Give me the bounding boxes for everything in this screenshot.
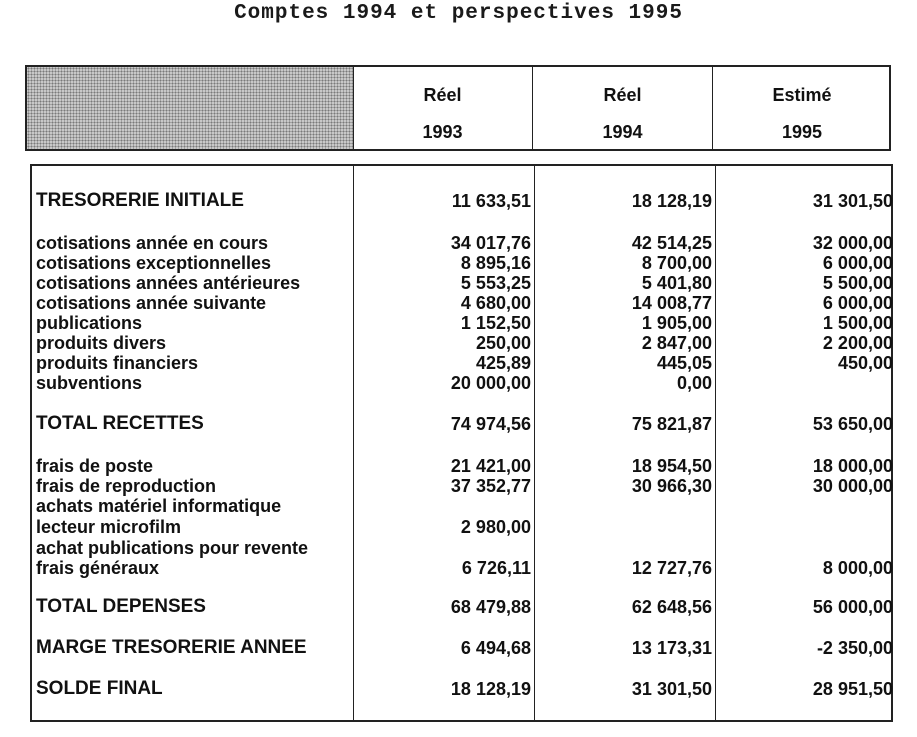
value-1994: 62 648,56 bbox=[631, 597, 712, 617]
column-header-label: Réel bbox=[423, 85, 462, 105]
row-label: produits financiers bbox=[36, 353, 199, 373]
value-1995: 53 650,00 bbox=[812, 414, 893, 434]
value-1995: 28 951,50 bbox=[812, 679, 893, 699]
value-1993: 4 680,00 bbox=[460, 293, 531, 313]
column-header-year: 1993 bbox=[422, 122, 463, 142]
value-1993: 425,89 bbox=[475, 353, 531, 373]
table-row-solde-final bbox=[32, 679, 895, 699]
value-1993: 5 553,25 bbox=[460, 273, 531, 293]
value-1993: 21 421,00 bbox=[450, 456, 531, 476]
value-1994: 75 821,87 bbox=[631, 414, 712, 434]
value-1994: 2 847,00 bbox=[641, 333, 712, 353]
row-label: produits divers bbox=[36, 333, 167, 353]
table-row bbox=[32, 517, 895, 537]
page-title: Comptes 1994 et perspectives 1995 bbox=[234, 2, 683, 25]
row-label: frais de poste bbox=[36, 456, 154, 476]
value-1994: 30 966,30 bbox=[631, 476, 712, 496]
value-1995: -2 350,00 bbox=[816, 638, 893, 658]
accounts-table bbox=[30, 164, 893, 722]
value-1993: 1 152,50 bbox=[460, 313, 531, 333]
value-1994: 12 727,76 bbox=[631, 558, 712, 578]
table-row bbox=[32, 313, 895, 333]
column-header-1994 bbox=[533, 67, 713, 149]
table-row-tresorerie-initiale bbox=[32, 191, 895, 211]
row-label: cotisations exceptionnelles bbox=[36, 253, 272, 273]
row-label: subventions bbox=[36, 373, 143, 393]
table-row bbox=[32, 456, 895, 476]
column-header-1993 bbox=[353, 67, 533, 149]
row-label: achats matériel informatique bbox=[36, 496, 282, 516]
row-label: SOLDE FINAL bbox=[36, 678, 163, 699]
value-1994: 31 301,50 bbox=[631, 679, 712, 699]
table-row bbox=[32, 496, 895, 516]
column-header-year: 1994 bbox=[602, 122, 643, 142]
table-row-total-recettes bbox=[32, 414, 895, 434]
value-1994: 18 954,50 bbox=[631, 456, 712, 476]
value-1994: 42 514,25 bbox=[631, 233, 712, 253]
value-1993: 37 352,77 bbox=[450, 476, 531, 496]
table-row bbox=[32, 538, 895, 558]
value-1993: 34 017,76 bbox=[450, 233, 531, 253]
table-row bbox=[32, 253, 895, 273]
value-1993: 8 895,16 bbox=[460, 253, 531, 273]
row-label: TRESORERIE INITIALE bbox=[36, 190, 244, 211]
value-1994: 1 905,00 bbox=[641, 313, 712, 333]
table-row bbox=[32, 558, 895, 578]
value-1993: 6 726,11 bbox=[461, 558, 531, 578]
value-1994: 0,00 bbox=[676, 373, 712, 393]
value-1994: 13 173,31 bbox=[631, 638, 712, 658]
row-label: TOTAL DEPENSES bbox=[36, 596, 206, 617]
column-header-label: Estimé bbox=[772, 85, 832, 105]
value-1994: 14 008,77 bbox=[631, 293, 712, 313]
column-header-1995 bbox=[713, 67, 891, 149]
value-1994: 8 700,00 bbox=[641, 253, 712, 273]
table-header bbox=[25, 65, 891, 151]
row-label: achat publications pour revente bbox=[36, 538, 309, 558]
header-shaded-cell bbox=[27, 67, 354, 149]
value-1995: 6 000,00 bbox=[822, 293, 893, 313]
row-label: publications bbox=[36, 313, 143, 333]
table-row bbox=[32, 273, 895, 293]
value-1993: 68 479,88 bbox=[450, 597, 531, 617]
row-label: cotisations année suivante bbox=[36, 293, 267, 313]
row-label: lecteur microfilm bbox=[36, 517, 182, 537]
value-1993: 18 128,19 bbox=[450, 679, 531, 699]
value-1995: 450,00 bbox=[837, 353, 893, 373]
value-1994: 5 401,80 bbox=[641, 273, 712, 293]
table-row bbox=[32, 333, 895, 353]
column-header-year: 1995 bbox=[781, 122, 823, 142]
value-1993: 2 980,00 bbox=[460, 517, 531, 537]
value-1994: 18 128,19 bbox=[631, 191, 712, 211]
row-label: frais généraux bbox=[36, 558, 160, 578]
value-1995: 18 000,00 bbox=[812, 456, 893, 476]
value-1995: 30 000,00 bbox=[812, 476, 893, 496]
table-row-marge-tresorerie bbox=[32, 638, 895, 658]
value-1993: 250,00 bbox=[475, 333, 531, 353]
value-1993: 11 633,51 bbox=[451, 191, 531, 211]
row-label: cotisations année en cours bbox=[36, 233, 269, 253]
row-label: MARGE TRESORERIE ANNEE bbox=[36, 637, 307, 658]
table-row bbox=[32, 373, 895, 393]
row-label: cotisations années antérieures bbox=[36, 273, 301, 293]
value-1995: 5 500,00 bbox=[822, 273, 893, 293]
column-header-label: Réel bbox=[603, 85, 642, 105]
value-1995: 6 000,00 bbox=[822, 253, 893, 273]
table-row bbox=[32, 476, 895, 496]
value-1993: 20 000,00 bbox=[450, 373, 531, 393]
row-label: frais de reproduction bbox=[36, 476, 217, 496]
row-label: TOTAL RECETTES bbox=[36, 413, 204, 434]
value-1995: 8 000,00 bbox=[822, 558, 893, 578]
value-1995: 32 000,00 bbox=[812, 233, 893, 253]
value-1993: 74 974,56 bbox=[450, 414, 531, 434]
table-row-total-depenses bbox=[32, 597, 895, 617]
value-1995: 31 301,50 bbox=[812, 191, 893, 211]
value-1995: 56 000,00 bbox=[812, 597, 893, 617]
table-row bbox=[32, 293, 895, 313]
value-1994: 445,05 bbox=[656, 353, 712, 373]
value-1995: 1 500,00 bbox=[822, 313, 893, 333]
value-1995: 2 200,00 bbox=[822, 333, 893, 353]
value-1993: 6 494,68 bbox=[460, 638, 531, 658]
table-row bbox=[32, 233, 895, 253]
table-row bbox=[32, 353, 895, 373]
